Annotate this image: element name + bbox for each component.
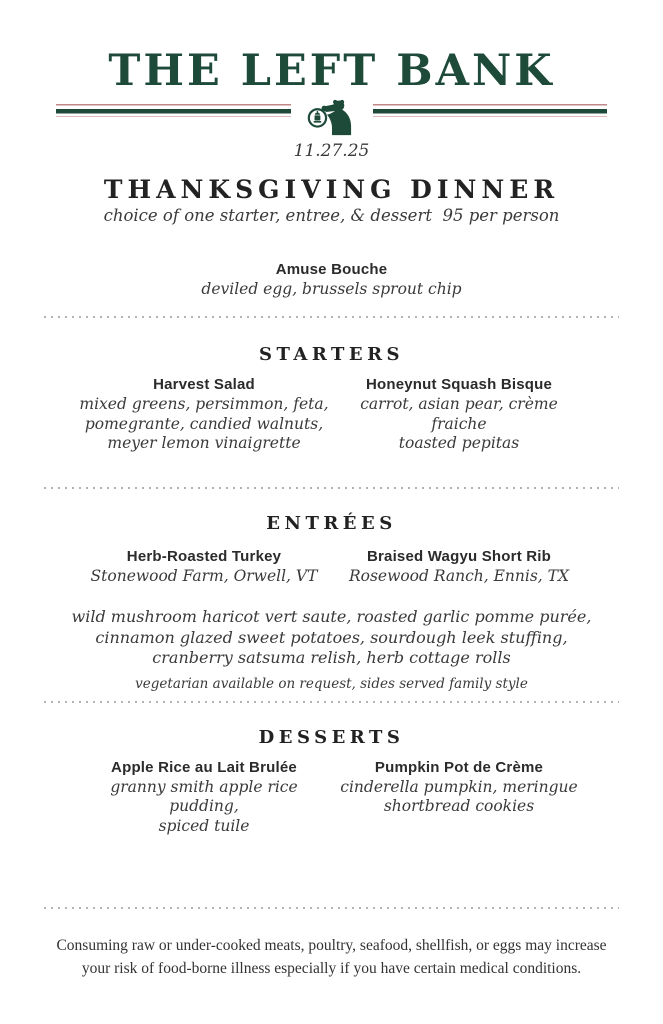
starters-section: [0, 374, 663, 454]
desserts-section: [0, 757, 663, 837]
dish-description-line: carrot, asian pear, crème fraiche: [360, 394, 558, 433]
dish-description-line: mixed greens, persimmon, feta,: [79, 394, 329, 413]
dish-description-line: cinderella pumpkin, meringue: [340, 777, 578, 796]
menu-date: 11.27.25: [293, 141, 370, 161]
section-divider: [44, 701, 619, 703]
sides-line: wild mushroom haricot vert saute, roasted garlic pomme purée,: [71, 607, 592, 627]
dish-description: deviled egg, brussels sprout chip: [201, 280, 462, 298]
entree-item: [332, 546, 587, 587]
dessert-item: [77, 757, 332, 837]
dish-farm-line: Rosewood Ranch, Ennis, TX: [348, 567, 570, 586]
section-divider: [44, 487, 619, 489]
header-rule-right: [373, 104, 608, 117]
dish-description-line: pomegrante, candied walnuts,: [84, 414, 324, 433]
dish-description-line: shortbread cookies: [383, 797, 535, 816]
menu-subtitle: choice of one starter, entree, & dessert 95 per person: [103, 206, 560, 225]
section-divider: [44, 316, 619, 318]
amuse-bouche-section: [0, 259, 663, 300]
dish-description-line: meyer lemon vinaigrette: [107, 434, 301, 453]
sides-line: cranberry satsuma relish, herb cottage rolls: [152, 648, 511, 668]
shared-sides: [0, 607, 663, 668]
dish-name: Amuse Bouche: [275, 261, 388, 278]
dish-name: Pumpkin Pot de Crème: [374, 758, 544, 776]
vegetarian-note: vegetarian available on request, sides served family style: [135, 675, 528, 692]
dish-name: Braised Wagyu Short Rib: [366, 548, 552, 566]
dish-name: Apple Rice au Lait Brulée: [111, 758, 297, 776]
dish-description-line: spiced tuile: [158, 817, 250, 836]
entree-item: [77, 546, 332, 587]
dish-name: Harvest Salad: [153, 375, 255, 393]
bear-with-lantern-logo-icon: [301, 97, 363, 137]
entrees-heading: ENTRÉES: [266, 513, 397, 535]
dish-name: Honeynut Squash Bisque: [365, 375, 553, 393]
header-divider: [56, 97, 607, 137]
food-safety-disclaimer: Consuming raw or under-cooked meats, poultry, seafood, shellfish, or eggs may increase your risk of food-borne illness especially if you have certain medical conditions.: [56, 937, 607, 977]
entrees-section: [0, 546, 663, 587]
starter-item: [332, 374, 587, 454]
menu-title: THANKSGIVING DINNER: [103, 175, 560, 204]
dessert-item: [332, 757, 587, 837]
restaurant-name: THE LEFT BANK: [108, 46, 555, 96]
starter-item: [77, 374, 332, 454]
dish-description-line: toasted pepitas: [398, 434, 520, 453]
dish-description-line: granny smith apple rice pudding,: [110, 777, 298, 816]
dish-name: Herb-Roasted Turkey: [126, 548, 282, 566]
desserts-heading: DESSERTS: [258, 726, 405, 748]
header-rule-left: [56, 104, 291, 117]
dish-farm-line: Stonewood Farm, Orwell, VT: [90, 567, 318, 586]
sides-line: cinnamon glazed sweet potatoes, sourdough leek stuffing,: [95, 627, 568, 647]
section-divider: [44, 907, 619, 909]
starters-heading: STARTERS: [258, 343, 405, 365]
